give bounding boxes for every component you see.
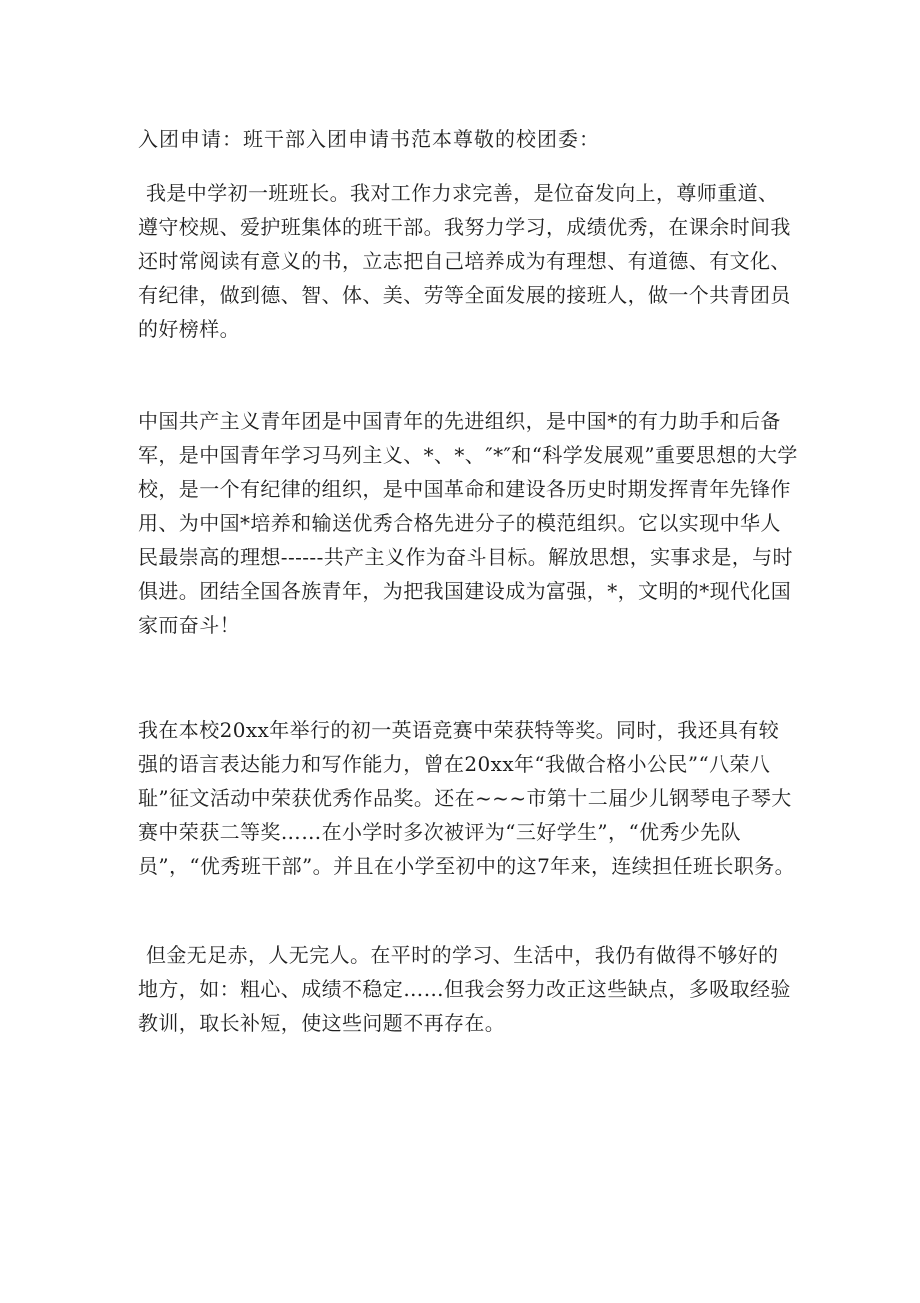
paragraph-awards-and-experience: 我在本校20xx年举行的初一英语竞赛中荣获特等奖。同时，我还具有较强的语言表达能力和写作能力，曾在20xx年“我做合格小公民”“八荣八耻”征文活动中荣获优秀作品奖。还在~~~市第十二届少儿钢琴电子琴大赛中荣获二等奖……在小学时多次被评为“三好学生”，“优秀少先队员”，“优秀班干部”。并且在小学至初中的这7年来，连续担任班长职务。 (138, 718, 795, 878)
document-title: 入团申请：班干部入团申请书范本尊敬的校团委： (138, 127, 600, 151)
paragraph-youth-league-description: 中国共产主义青年团是中国青年的先进组织，是中国*的有力助手和后备军，是中国青年学习马列主义、*、*、″*″和“科学发展观”重要思想的大学校，是一个有纪律的组织，是中国革命和建设各历史时期发挥青年先锋作用、为中国*培养和输送优秀合格先进分子的模范组织。它以实现中华人民最崇高的理想------共产主义作为奋斗目标。解放思想，实事求是，与时俱进。团结全国各族青年，为把我国建设成为富强，*，文明的*现代化国家而奋斗！ (138, 409, 798, 637)
paragraph-class-leader-introduction: 我是中学初一班班长。我对工作力求完善，是位奋发向上，尊师重道、遵守校规、爱护班集体的班干部。我努力学习，成绩优秀，在课余时间我还时常阅读有意义的书，立志把自己培养成为有理想、有道德、有文化、有纪律，做到德、智、体、美、劳等全面发展的接班人，做一个共青团员的好榜样。 (138, 181, 791, 341)
paragraph-self-improvement: 但金无足赤，人无完人。在平时的学习、生活中，我仍有做得不够好的地方，如：粗心、成绩不稳定……但我会努力改正这些缺点，多吸取经验教训，取长补短，使这些问题不再存在。 (138, 943, 791, 1035)
